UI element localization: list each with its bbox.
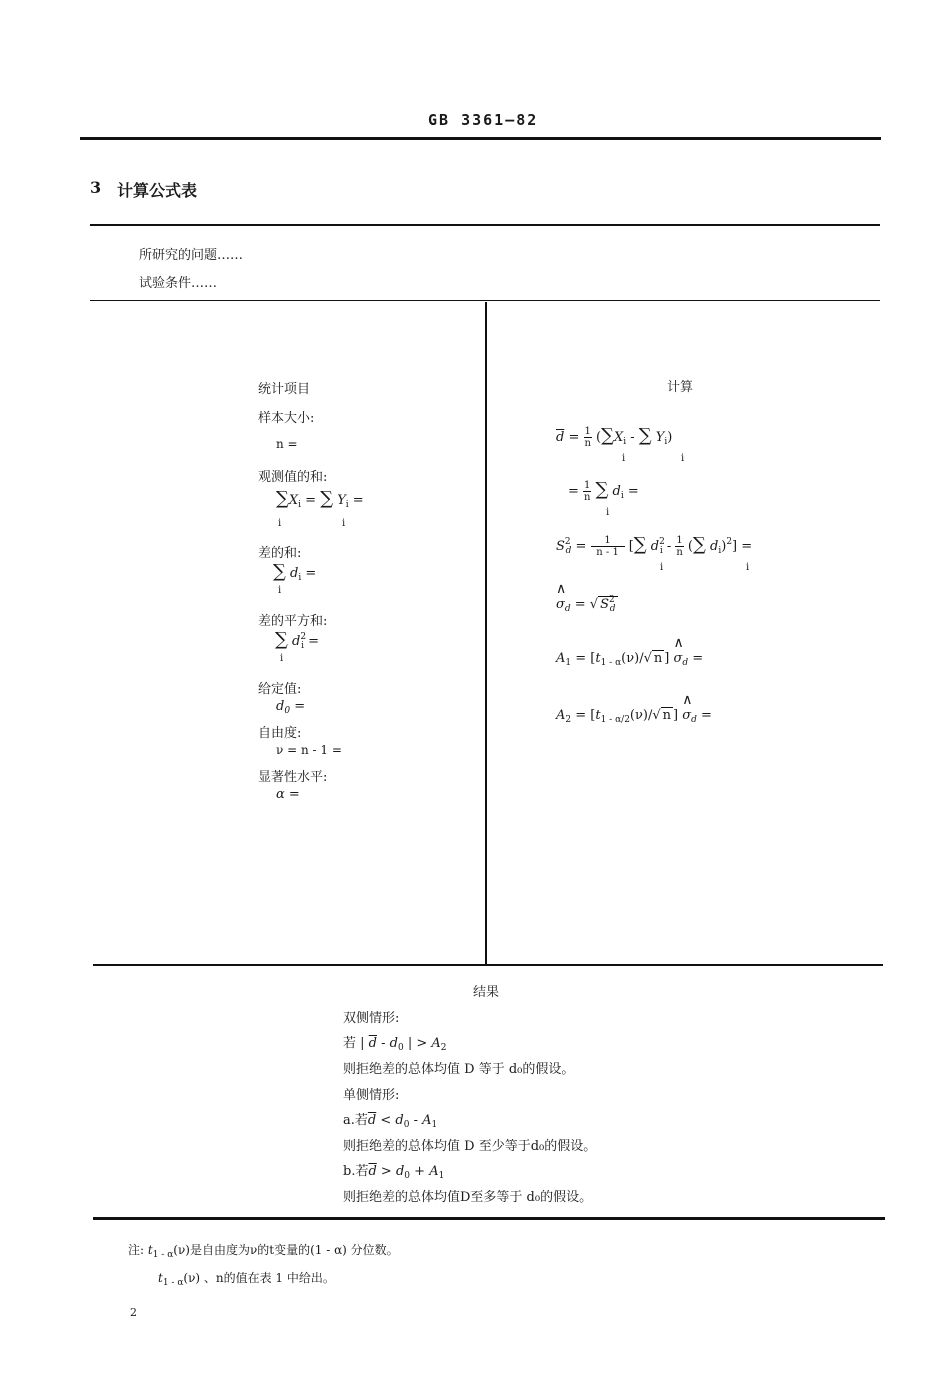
sum-sq-formula: ∑ $d^2_i$ = i <box>275 629 319 664</box>
standard-code: GB 3361—82 <box>428 111 539 129</box>
sum-diff-label: 差的和: <box>258 546 302 561</box>
results-heading: 结果 <box>473 985 500 1000</box>
sum-obs-label: 观测值的和: <box>258 470 328 485</box>
case-a-condition: a.若$\overline{d} < d_0 - A_1$ <box>343 1113 438 1130</box>
page-number: 2 <box>130 1306 137 1319</box>
mean-diff-formula: $\overline{d}$ = $\frac{1}{n}$ ($\sum X_i$ - ∑ $Y_i$) i i <box>556 425 685 464</box>
intro-problem: 所研究的问题…… <box>139 248 244 263</box>
sum-obs-formula: $\sum X_i$ = ∑ $Y_i$ = i i <box>276 488 364 529</box>
sum-diff-formula: ∑ $d_i$ = i <box>273 561 317 596</box>
n-expr: n = <box>276 437 298 451</box>
a2-formula: $A_2 = [t_{1 - \alpha/2}(\nu)/√$ n ] ∧ $\sigma_d$ = <box>556 708 712 725</box>
case-b-condition: b.若$\overline{d} > d_0 + A_1$ <box>343 1164 445 1181</box>
right-heading: 计算 <box>667 380 694 395</box>
header-rule <box>80 137 881 140</box>
sigma-hat-formula: ∧ $\sigma_d$ = √ $S^2_d$ <box>556 595 618 614</box>
two-sided-label: 双侧情形: <box>343 1011 400 1026</box>
sample-size-label: 样本大小: <box>258 411 315 426</box>
a1-formula: $A_1 = [t_{1 - \alpha}(\nu)/√$ n ] ∧ $\sigma_d$ = <box>556 651 703 668</box>
given-label: 给定值: <box>258 682 302 697</box>
sum-sq-label: 差的平方和: <box>258 614 328 629</box>
section-title: 计算公式表 <box>117 181 198 200</box>
mean-diff-formula-2: = $\frac{1}{n}$ ∑ $d_i$ = i <box>568 479 639 518</box>
dof-label: 自由度: <box>258 726 302 741</box>
intro-conditions: 试验条件…… <box>139 276 218 291</box>
variance-formula: $S^2_d$ = $\frac{1}{n - 1}$ [∑ $d^2_i$ - $\frac{1}{n}$ (∑ $d_i)^2$] = i i <box>556 534 753 573</box>
intro-bottom-rule <box>90 300 880 301</box>
column-divider <box>485 302 487 964</box>
alpha-expr: α = <box>276 787 300 802</box>
note-1: 注: $t_{1 - \alpha}(\nu)$是自由度为ν的t变量的(1 - α) 分位数。 <box>128 1243 399 1260</box>
section-number: 3 <box>90 178 102 197</box>
reject-at-least: 则拒绝差的总体均值 D 至少等于d₀的假设。 <box>343 1139 597 1154</box>
d0-expr: $d_0$ = <box>276 699 306 716</box>
dof-expr: ν = n - 1 = <box>276 743 342 757</box>
left-heading: 统计项目 <box>258 382 311 397</box>
table-bottom-rule <box>93 1217 885 1220</box>
table-top-rule <box>90 224 880 226</box>
reject-equal: 则拒绝差的总体均值 D 等于 d₀的假设。 <box>343 1062 575 1077</box>
two-sided-condition: 若 | $\overline{d} - d_0$ | > $A_2$ <box>343 1036 447 1053</box>
one-sided-label: 单侧情形: <box>343 1088 400 1103</box>
note-2: $t_{1 - \alpha}(\nu)$ 、n的值在表 1 中给出。 <box>158 1271 335 1288</box>
results-top-rule <box>93 964 883 966</box>
alpha-label: 显著性水平: <box>258 770 328 785</box>
reject-at-most: 则拒绝差的总体均值D至多等于 d₀的假设。 <box>343 1190 593 1205</box>
